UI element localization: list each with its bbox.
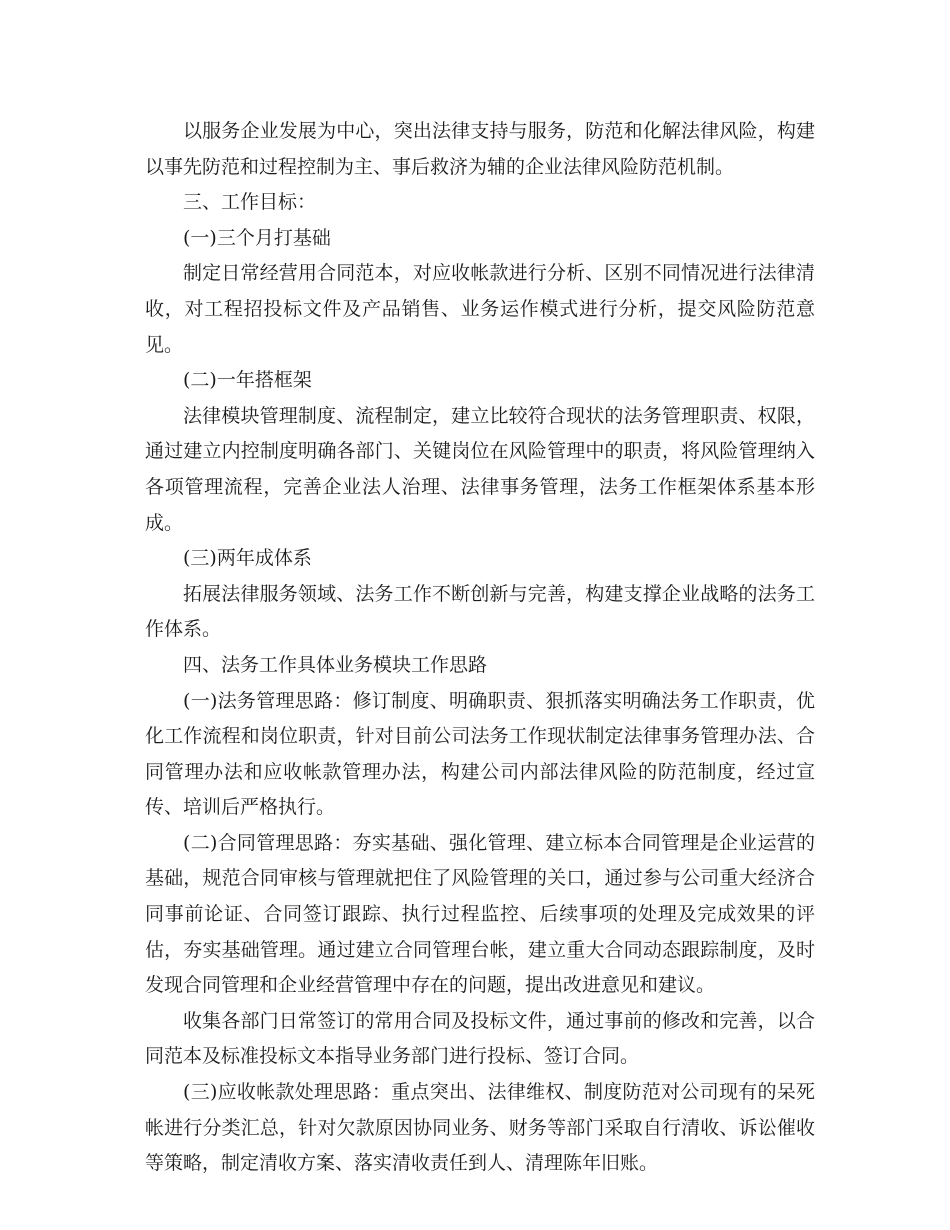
paragraph-receivables: (三)应收帐款处理思路：重点突出、法律维权、制度防范对公司现有的呆死帐进行分类汇总，针对欠款原因协同业务、财务等部门采取自行清收、诉讼催收等策略，制定清收方案、落实清收责任到人、清理陈年旧账。	[145, 1081, 815, 1175]
subheading-three-months: (一)三个月打基础	[183, 226, 331, 249]
paragraph-intro: 以服务企业发展为中心，突出法律支持与服务，防范和化解法律风险，构建以事先防范和过程控制为主、事后救济为辅的企业法律风险防范机制。	[145, 120, 815, 178]
subheading-one-year: (二)一年搭框架	[183, 369, 312, 392]
subheading-two-years: (三)两年成体系	[183, 547, 312, 570]
document-body	[145, 114, 815, 1182]
paragraph-contract-templates: 收集各部门日常签订的常用合同及投标文件，通过事前的修改和完善，以合同范本及标准投标文本指导业务部门进行投标、签订合同。	[145, 1009, 815, 1068]
paragraph-two-years: 拓展法律服务领域、法务工作不断创新与完善，构建支撑企业战略的法务工作体系。	[145, 582, 815, 641]
paragraph-contract-management: (二)合同管理思路：夯实基础、强化管理、建立标本合同管理是企业运营的基础，规范合同审核与管理就把住了风险管理的关口，通过参与公司重大经济合同事前论证、合同签订跟踪、执行过程监控、后续事项的处理及完成效果的评估，夯实基础管理。通过建立合同管理台帐，建立重大合同动态跟踪制度，及时发现合同管理和企业经营管理中存在的问题，提出改进意见和建议。	[145, 831, 815, 997]
paragraph-three-months: 制定日常经营用合同范本，对应收帐款进行分析、区别不同情况进行法律清收，对工程招投标文件及产品销售、业务运作模式进行分析，提交风险防范意见。	[145, 262, 815, 356]
paragraph-one-year: 法律模块管理制度、流程制定，建立比较符合现状的法务管理职责、权限，通过建立内控制度明确各部门、关键岗位在风险管理中的职责，将风险管理纳入各项管理流程，完善企业法人治理、法律事务管理，法务工作框架体系基本形成。	[145, 404, 815, 534]
heading-module-ideas: 四、法务工作具体业务模块工作思路	[183, 653, 488, 676]
paragraph-legal-management: (一)法务管理思路：修订制度、明确职责、狠抓落实明确法务工作职责，优化工作流程和岗位职责，针对目前公司法务工作现状制定法律事务管理办法、合同管理办法和应收帐款管理办法，构建公司内部法律风险的防范制度，经过宣传、培训后严格执行。	[145, 689, 815, 819]
heading-work-goals: 三、工作目标：	[183, 191, 317, 214]
